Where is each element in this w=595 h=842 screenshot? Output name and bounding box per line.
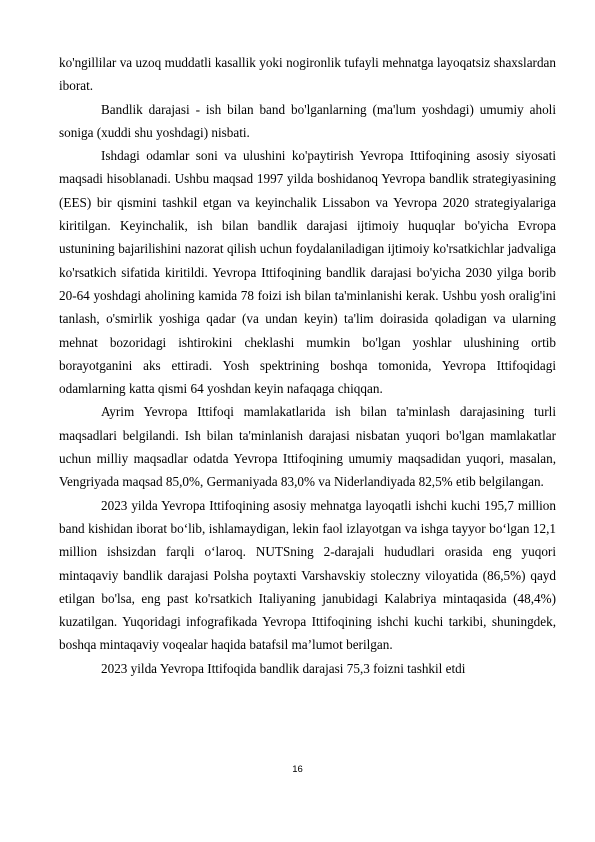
paragraph-continuation: ko'ngillilar va uzoq muddatli kasallik yoki nogironlik tufayli mehnatga layoqatsiz shaxslardan iborat. [59, 55, 556, 94]
paragraph-national-targets: Ayrim Yevropa Ittifoqi mamlakatlarida ish bilan ta'minlash darajasining turli maqsadlari belgilandi. Ish bilan ta'minlanish darajasi nisbatan yuqori bo'lgan mamlakatlar uchun milliy maqsadlar odatda Yevropa Ittifoqining umumiy maqsadidan yuqori, masalan, Vengriyada maqsad 85,0%, Germaniyada 83,0% va Niderlandiyada 82,5% etib belgilangan. [59, 404, 556, 490]
paragraph-2023-labour-force: 2023 yilda Yevropa Ittifoqining asosiy mehnatga layoqatli ishchi kuchi 195,7 million band kishidan iborat bo‘lib, ishlamaydigan, lekin faol izlayotgan va ishga tayyor bo‘lgan 12,1 million ishsizdan farqli o‘laroq. NUTSning 2-darajali hududlari orasida eng yuqori mintaqaviy bandlik darajasi Polsha poytaxti Varshavskiy stoleczny viloyatida (86,5%) qayd etilgan bo'lsa, eng past ko'rsatkich Italiyaning janubidagi Kalabriya mintaqasida (48,4%) kuzatilgan. Yuqoridagi infografikada Yevropa Ittifoqining ishchi kuchi tarkibi, shuningdek, boshqa mintaqaviy voqealar haqida batafsil ma’lumot berilgan. [59, 497, 556, 653]
paragraph-employment-rate-definition: Bandlik darajasi - ish bilan band bo'lganlarning (ma'lum yoshdagi) umumiy aholi soniga (xuddi shu yoshdagi) nisbati. [59, 101, 556, 140]
page-number: 16 [292, 764, 303, 775]
paragraph-2023-employment-rate: 2023 yilda Yevropa Ittifoqida bandlik darajasi 75,3 foizni tashkil etdi [101, 660, 466, 676]
paragraph-eu-policy-goal: Ishdagi odamlar soni va ulushini ko'paytirish Yevropa Ittifoqining asosiy siyosati maqsadi hisoblanadi. Ushbu maqsad 1997 yilda boshidanoq Yevropa bandlik strategiyasining (EES) bir qismini tashkil etgan va keyinchalik Lissabon va Yevropa 2020 strategiyalariga kiritilgan. Keyinchalik, ish bilan bandlik darajasi ijtimoiy huquqlar bo'yicha Evropa ustunining bajarilishini nazorat qilish uchun foydalaniladigan ijtimoiy ko'rsatkichlar jadvaliga ko'rsatkich sifatida kiritildi. Yevropa Ittifoqining bandlik darajasi bo'yicha 2030 yilga borib 20-64 yoshdagi aholining kamida 78 foizi ish bilan ta'minlanishi kerak. Ushbu yosh oralig'ini tanlash, o'smirlik yoshiga qadar (va undan keyin) ta'lim doirasida qoladigan va ularning mehnat bozoridagi ishtirokini cheklashi mumkin bo'lgan yoshlar ulushining ortib borayotganini aks ettiradi. Yosh spektrining boshqa tomonida, Yevropa Ittifoqidagi odamlarning katta qismi 64 yoshdan keyin nafaqaga chiqqan. [59, 148, 556, 397]
document-body [59, 51, 556, 680]
